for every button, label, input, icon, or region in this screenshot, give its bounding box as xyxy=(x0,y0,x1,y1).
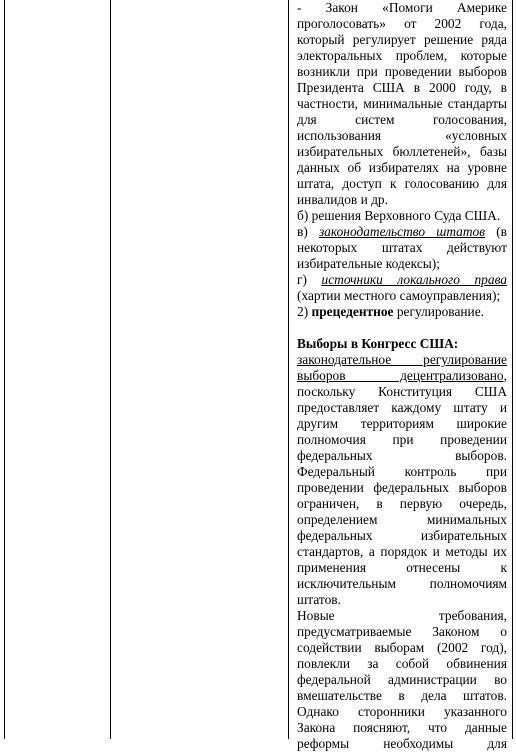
item-2-precedent: 2) прецедентное регулирование. xyxy=(297,304,485,319)
law-help-america-vote: - Закон «Помоги Америке проголосовать» от 2002 года, который регулирует решение ряда электоральных проблем, которые возникли при проведении выборов Президента США в 2000 году, в частности, минимальные стандарты для систем голосования, использования «условных избирательных бюллетеней», базы данных об избирателях на уровне штата, доступ к голосованию для инвалидов и др. xyxy=(297,0,507,207)
table-border-left xyxy=(4,0,5,739)
item-b-supreme-court: б) решения Верховного Суда США. xyxy=(297,208,501,223)
item-v-state-law: в) законодательство штатов (в некоторых штатах действуют избирательные кодексы); xyxy=(297,224,507,271)
congress-new-requirements: Новые требования, предусматриваемые Законом о содействии выборам (2002 год), повлекли за собой обвинения федеральной администрации во вмешательстве в дела штатов. Однако сторонники указанного Закона поясняют, что данные реформы необходимы для xyxy=(297,608,507,751)
item-g-local-law: г) источники локального права (хартии местного самоуправления); xyxy=(297,272,507,303)
table-border-col2 xyxy=(288,0,289,739)
congress-decentralized: законодательное регулирование выборов децентрализовано, поскольку Конституция США предоставляет каждому штату и другим территориям широкие полномочия при проведении федеральных выборов. Федеральный контроль при проведении федеральных выборов ограничен, в первую очередь, определением минимальных федеральных избирательных стандартов, а порядок и методы их применения отнесены к исключительным полномочиям штатов. xyxy=(297,352,507,607)
congress-heading: Выборы в Конгресс США: xyxy=(297,336,459,351)
table-border-right xyxy=(512,0,513,739)
table-border-col1 xyxy=(110,0,111,739)
table-cell-content xyxy=(297,0,507,752)
paragraph-gap xyxy=(297,320,507,336)
